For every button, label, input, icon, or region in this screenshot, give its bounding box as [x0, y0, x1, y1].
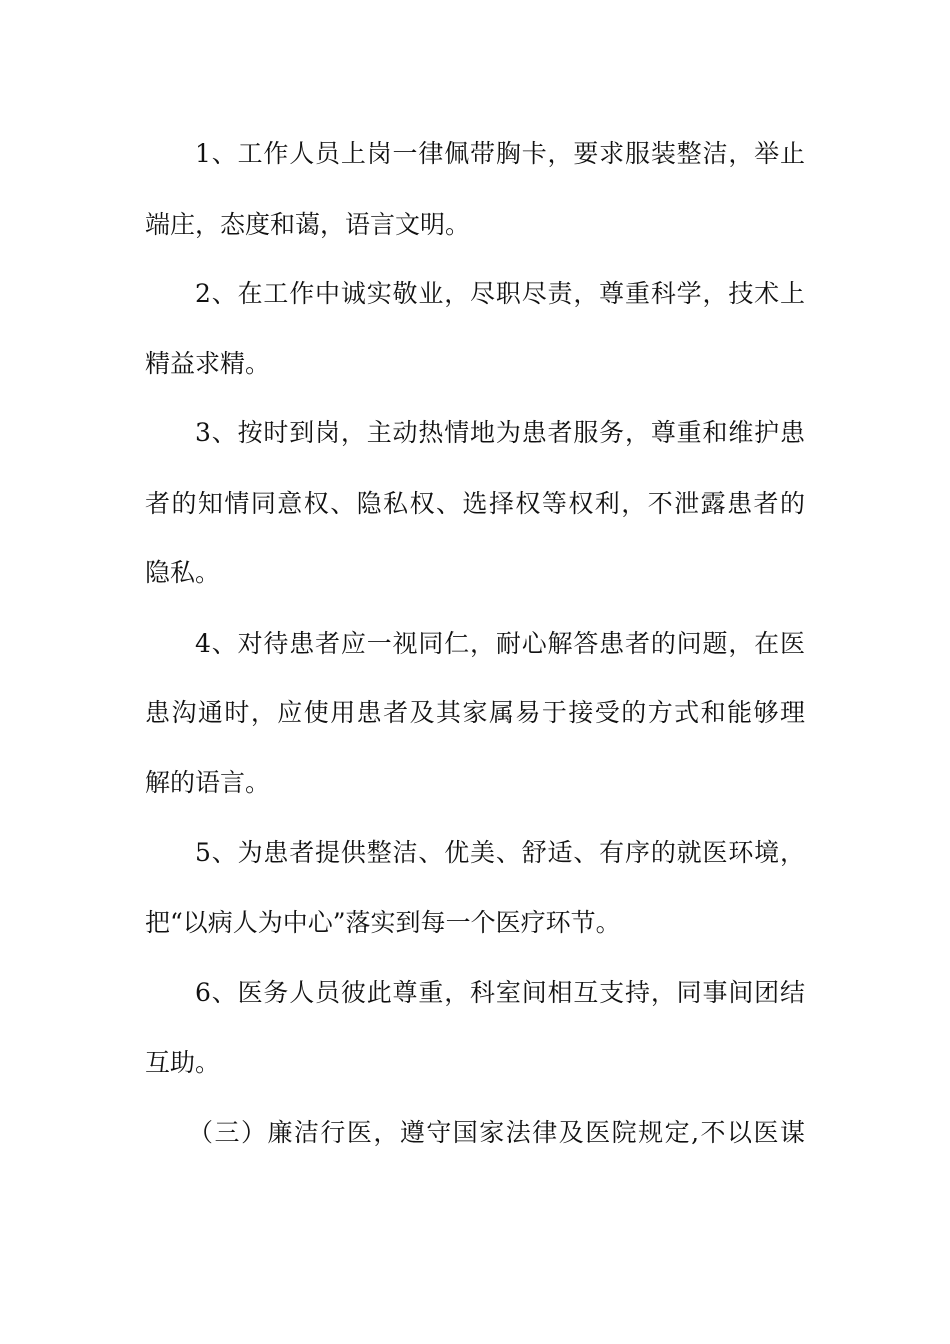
rule-2-line-2: 精益求精。	[145, 349, 271, 378]
rule-1-line-1: 1、工作人员上岗一律佩带胸卡，要求服装整洁，举止	[195, 139, 805, 168]
rule-6-line-1: 6、医务人员彼此尊重，科室间相互支持，同事间团结	[195, 978, 805, 1007]
rule-2-line-1: 2、在工作中诚实敬业，尽职尽责，尊重科学，技术上	[195, 279, 805, 308]
rule-1-line-2: 端庄，态度和蔼，语言文明。	[145, 210, 471, 239]
rule-5-line-2: 把“以病人为中心”落实到每一个医疗环节。	[145, 908, 621, 937]
rule-3-line-1: 3、按时到岗，主动热情地为患者服务，尊重和维护患	[195, 418, 805, 447]
rule-4-line-2: 患沟通时，应使用患者及其家属易于接受的方式和能够理	[145, 698, 805, 727]
rule-3-line-3: 隐私。	[145, 558, 221, 587]
section-three-heading: （三）廉洁行医，遵守国家法律及医院规定,不以医谋	[188, 1118, 805, 1147]
rule-3-line-2: 者的知情同意权、隐私权、选择权等权利，不泄露患者的	[145, 489, 805, 518]
rule-4-line-1: 4、对待患者应一视同仁，耐心解答患者的问题，在医	[195, 629, 805, 658]
rule-5-line-1: 5、为患者提供整洁、优美、舒适、有序的就医环境，	[195, 838, 805, 867]
rule-4-line-3: 解的语言。	[145, 768, 271, 797]
rule-6-line-2: 互助。	[145, 1048, 221, 1077]
